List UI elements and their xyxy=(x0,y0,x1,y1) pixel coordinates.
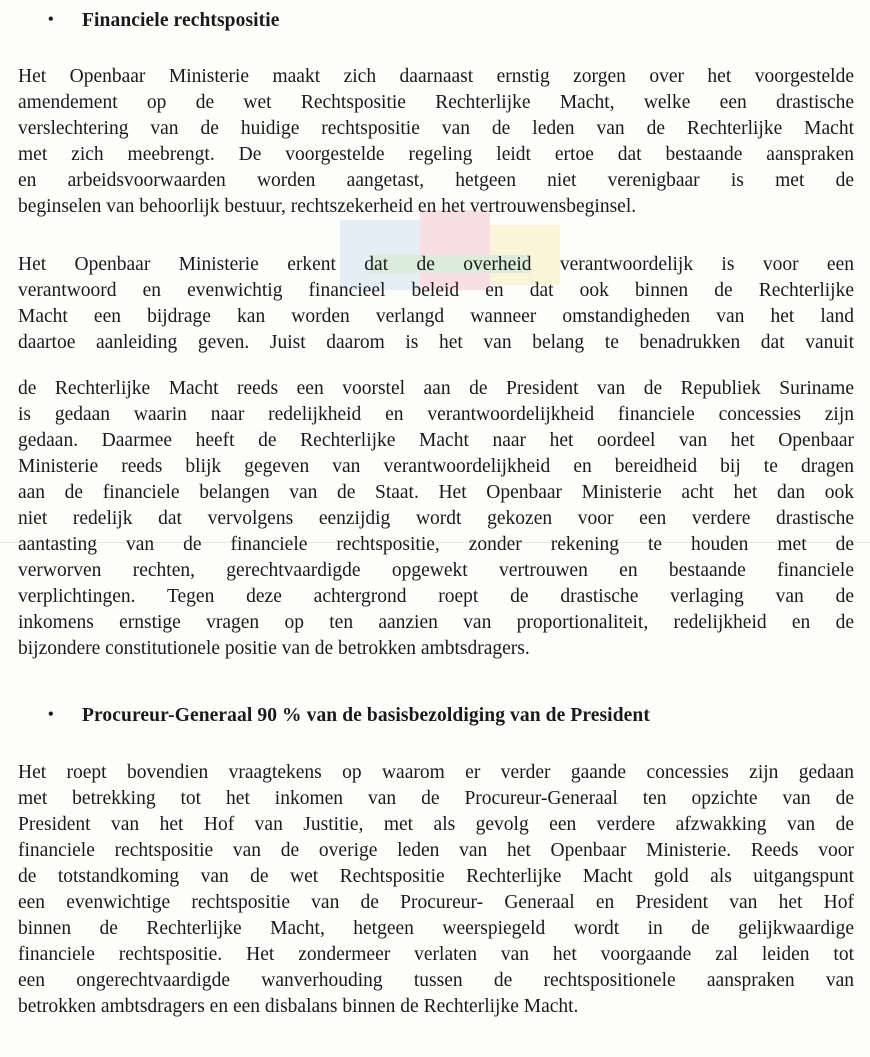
text-line: inkomens ernstige vragen op ten aanzien van proportionaliteit, redelijkheid en de xyxy=(18,612,854,633)
text-line: een ongerechtvaardigde wanverhouding tussen de rechtspositionele aanspraken van xyxy=(18,970,854,991)
paragraph-voorstel xyxy=(18,376,854,662)
text-line: financiele rechtspositie. Het zondermeer verlaten van het voorgaande zal leiden tot xyxy=(18,944,854,965)
text-line: verworven rechten, gerechtvaardigde opgewekt vertrouwen en bestaande financiele xyxy=(18,560,854,581)
text-line: verplichtingen. Tegen deze achtergrond roept de drastische verlaging van de xyxy=(18,586,854,607)
text-line: aan de financiele belangen van de Staat. Het Openbaar Ministerie acht het dan ook xyxy=(18,482,854,503)
text-line: President van het Hof van Justitie, met als gevolg een verdere afzwakking van de xyxy=(18,814,854,835)
text-line: financiele rechtspositie van de overige leden van het Openbaar Ministerie. Reeds voor xyxy=(18,840,854,861)
text-line: betrokken ambtsdragers en een disbalans binnen de Rechterlijke Macht. xyxy=(18,996,579,1017)
bullet-icon: • xyxy=(48,11,54,28)
text-line: gedaan. Daarmee heeft de Rechterlijke Macht naar het oordeel van het Openbaar xyxy=(18,430,854,451)
text-line: is gedaan waarin naar redelijkheid en verantwoordelijkheid financiele concessies zijn xyxy=(18,404,854,425)
text-line: een evenwichtige rechtspositie van de Procureur- Generaal en President van het Hof xyxy=(18,892,854,913)
heading-text: Financiele rechtspositie xyxy=(82,10,280,31)
text-line: de totstandkoming van de wet Rechtspositie Rechterlijke Macht gold als uitgangspunt xyxy=(18,866,854,887)
text-line: met zich meebrengt. De voorgestelde regeling leidt ertoe dat bestaande aanspraken xyxy=(18,144,854,165)
text-line: Ministerie reeds blijk gegeven van verantwoordelijkheid en bereidheid bij te dragen xyxy=(18,456,854,477)
paragraph-zorgen xyxy=(18,64,854,220)
text-line: beginselen van behoorlijk bestuur, rechtszekerheid en het vertrouwensbeginsel. xyxy=(18,196,637,217)
text-line: binnen de Rechterlijke Macht, hetgeen weerspiegeld wordt in de gelijkwaardige xyxy=(18,918,854,939)
text-line: daartoe aanleiding geven. Juist daarom is het van belang te benadrukken dat vanuit xyxy=(18,332,854,353)
text-line: amendement op de wet Rechtspositie Rechterlijke Macht, welke een drastische xyxy=(18,92,854,113)
text-line: verantwoord en evenwichtig financieel beleid en dat ook binnen de Rechterlijke xyxy=(18,280,854,301)
text-line: bijzondere constitutionele positie van de betrokken ambtsdragers. xyxy=(18,638,530,659)
text-line: aantasting van de financiele rechtspositie, zonder rekening te houden met de xyxy=(18,534,854,555)
text-line: niet redelijk dat vervolgens eenzijdig wordt gekozen voor een verdere drastische xyxy=(18,508,854,529)
text-line: en arbeidsvoorwaarden worden aangetast, hetgeen niet verenigbaar is met de xyxy=(18,170,854,191)
text-line: Het Openbaar Ministerie erkent dat de overheid verantwoordelijk is voor een xyxy=(18,254,854,275)
section-heading-procureur-generaal xyxy=(48,705,650,727)
bullet-icon: • xyxy=(48,706,54,723)
text-line: Het Openbaar Ministerie maakt zich daarnaast ernstig zorgen over het voorgestelde xyxy=(18,66,854,87)
section-heading-financiele xyxy=(48,10,280,32)
text-line: Het roept bovendien vraagtekens op waarom er verder gaande concessies zijn gedaan xyxy=(18,762,854,783)
text-line: verslechtering van de huidige rechtspositie van de leden van de Rechterlijke Macht xyxy=(18,118,854,139)
heading-text: Procureur-Generaal 90 % van de basisbezoldiging van de President xyxy=(82,705,650,726)
text-line: de Rechterlijke Macht reeds een voorstel aan de President van de Republiek Suriname xyxy=(18,378,854,399)
paragraph-erkent xyxy=(18,252,854,356)
paragraph-vraagtekens xyxy=(18,760,854,1020)
text-line: Macht een bijdrage kan worden verlangd wanneer omstandigheden van het land xyxy=(18,306,854,327)
text-line: met betrekking tot het inkomen van de Procureur-Generaal ten opzichte van de xyxy=(18,788,854,809)
